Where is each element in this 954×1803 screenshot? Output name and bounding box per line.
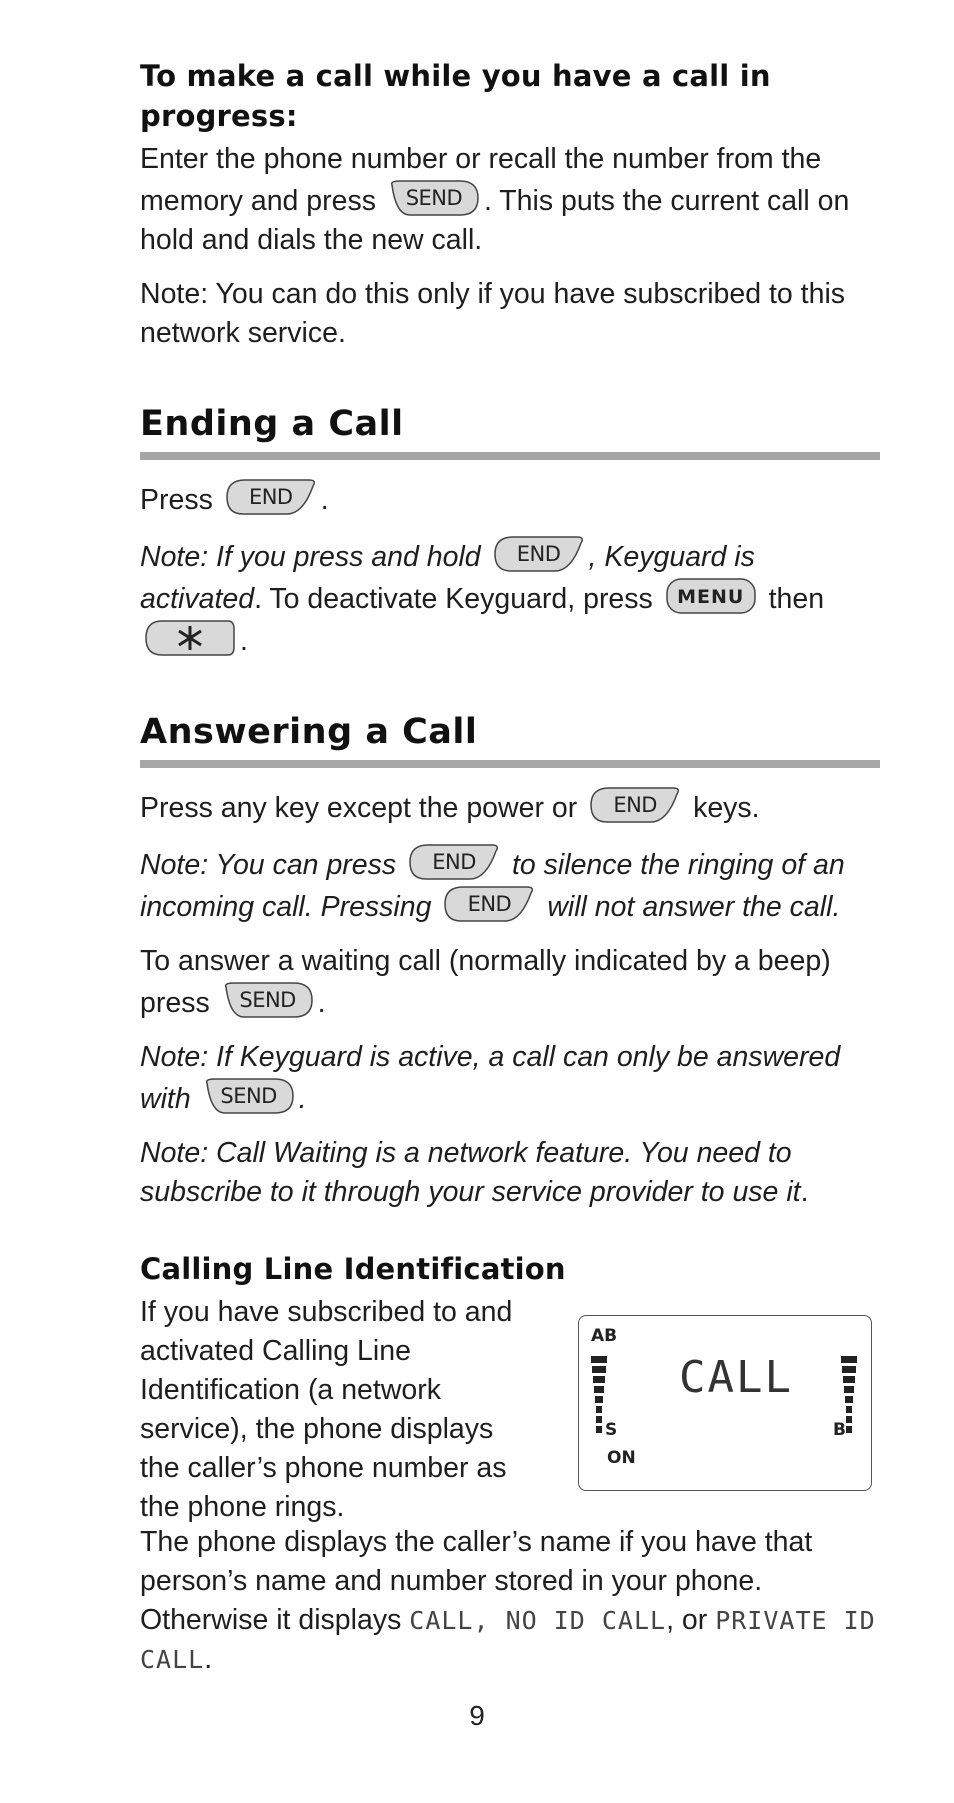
end-key-icon: END bbox=[589, 786, 681, 824]
paragraph-make-call: Enter the phone number or recall the number from the memory and press SEND . This puts the current call on hold and dials the new call. bbox=[140, 143, 850, 256]
paragraph-caller-name: The phone displays the caller’s name if you have that person’s name and number stored in your phone. Otherwise it displays CALL, NO ID CALL, or PRIVATE ID CALL. bbox=[140, 1526, 876, 1675]
paragraph-press-end: Press END . bbox=[140, 478, 880, 520]
display-indicator-s: S bbox=[605, 1420, 618, 1440]
paragraph-waiting-call: To answer a waiting call (normally indicated by a beep) press SEND . bbox=[140, 945, 831, 1019]
end-key-icon: END bbox=[408, 843, 500, 881]
note-call-waiting: Note: Call Waiting is a network feature. You need to subscribe to it through your service provider to use it. bbox=[140, 1137, 809, 1208]
note-network-service: Note: You can do this only if you have subscribed to this network service. bbox=[140, 278, 846, 349]
display-indicator-b: B bbox=[833, 1420, 846, 1440]
display-indicator-ab: AB bbox=[591, 1326, 618, 1346]
subsection-heading-cli: Calling Line Identification bbox=[140, 1252, 566, 1286]
note-silence-ringing: Note: You can press END to silence the ringing of an incoming call. Pressing END will not answer the call. bbox=[140, 843, 880, 927]
paragraph-cli: If you have subscribed to and activated Calling Line Identification (a network service), the phone displays the caller’s phone number as the phone rings. bbox=[140, 1296, 513, 1523]
paragraph-press-any-key: Press any key except the power or END keys. bbox=[140, 786, 880, 828]
send-key-icon: SEND bbox=[203, 1077, 295, 1115]
end-key-icon: END bbox=[443, 885, 535, 923]
star-key-icon bbox=[144, 619, 236, 657]
display-indicator-on: ON bbox=[607, 1448, 636, 1468]
section-title-ending-call: Ending a Call bbox=[140, 404, 404, 444]
section-divider bbox=[140, 452, 880, 460]
end-key-icon: END bbox=[493, 535, 585, 573]
note-keyguard-active: Note: If Keyguard is active, a call can only be answered with SEND . bbox=[140, 1041, 841, 1115]
page-number: 9 bbox=[469, 1700, 485, 1731]
send-key-icon: SEND bbox=[388, 179, 480, 217]
note-keyguard: Note: If you press and hold END , Keyguard is activated. To deactivate Keyguard, press MENU then . bbox=[140, 535, 880, 661]
end-key-icon: END bbox=[225, 478, 317, 516]
cli-block bbox=[140, 1293, 880, 1523]
section-heading-call-in-progress: To make a call while you have a call in progress: bbox=[140, 59, 771, 133]
phone-display-illustration bbox=[578, 1315, 872, 1491]
menu-key-icon: MENU bbox=[665, 577, 757, 615]
manual-page bbox=[140, 56, 880, 1694]
send-key-icon: SEND bbox=[222, 981, 314, 1019]
section-title-answering-call: Answering a Call bbox=[140, 712, 478, 752]
section-divider bbox=[140, 760, 880, 768]
display-call-text: CALL bbox=[679, 1352, 793, 1403]
